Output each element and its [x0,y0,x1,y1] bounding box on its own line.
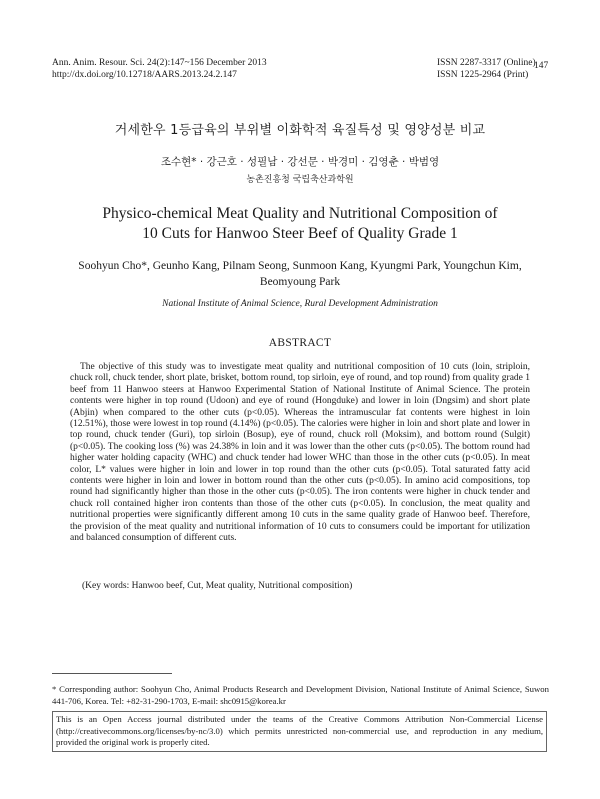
footnote-divider [52,673,172,674]
journal-citation [52,57,267,81]
corresponding-author-note: * Corresponding author: Soohyun Cho, Animal Products Research and Development Division, National Institute of Animal Science, Suwon 441-706, Korea. Tel: +82-31-290-1703, E-mail: shc0915@korea.kr [52,684,549,706]
abstract-body: The objective of this study was to investigate meat quality and nutritional composition of 10 cuts (loin, striploin, chuck roll, chuck tender, short plate, brisket, bottom round, top sirloin, eye of round, and top round) from quality grade 1 beef from 11 Hanwoo steers at Hanwoo Experimental Station of National Institute of Animal Science. The protein contents were higher in top round (Udoon) and eye of round (Hongduke) and lower in loin (Dngsim) and short plate (Abjin) when compared to the other cuts (p<0.05). Whereas the intramuscular fat contents were highest in loin (12.51%), those were lowest in top round (4.14%) (p<0.05). The calories were higher in loin and short plate and lower in top round, chuck tender (Guri), top sirloin (Bosup), eye of round, chuck roll (Moksim), and bottom round (Sulgit) (p<0.05). The cooking loss (%) was 24.38% in loin and it was lower than the other cuts (p<0.05). The bottom round had higher water holding capacity (WHC) and chuck tender had lower WHC than those in the other cuts (p<0.05). In meat color, L* values were higher in loin and lower in top round than the other cuts (p<0.05). Total saturated fatty acid contents were higher in loin and lower in bottom round than the other cuts (p<0.05). In amino acid compositions, top round had significantly higher than those in the other cuts (p<0.05). The iron contents were higher in chuck tender and chuck roll contained higher iron contents than those of the other cuts (p<0.05). In conclusion, the meat quality and nutritional properties were significantly different among 10 cuts in the same quality grade of Hanwoo beef. Therefore, the provision of the meat quality and nutritional information of 10 cuts to consumers could be important for utilization and balanced consumption of different cuts. [70,362,530,544]
issn-print: ISSN 1225-2964 (Print) [437,70,529,80]
korean-authors: 조수현* · 강근호 · 성필남 · 강선문 · 박경미 · 김영춘 · 박범영 [160,156,440,168]
license-notice-box: This is an Open Access journal distributed under the teams of the Creative Commons Attribution Non-Commercial License (http://creativecommons.org/licenses/by-nc/3.0) which permits unrestricted non-commercial use, and reproduction in any medium, provided the original work is properly cited. [52,711,547,752]
english-affiliation: National Institute of Animal Science, Rural Development Administration [162,299,438,309]
english-title [0,204,600,244]
doi-line[interactable]: http://dx.doi.org/10.12718/AARS.2013.24.2.147 [52,70,237,80]
english-authors [40,258,560,290]
english-title-line2: 10 Cuts for Hanwoo Steer Beef of Quality Grade 1 [142,225,458,242]
issn-block [437,57,536,81]
abstract-heading: ABSTRACT [268,337,332,349]
english-title-line1: Physico-chemical Meat Quality and Nutritional Composition of [102,205,498,222]
english-authors-line2: Beomyoung Park [259,276,341,288]
korean-affiliation: 농촌진흥청 국립축산과학원 [246,175,354,185]
page-number: 147 [534,61,549,71]
keywords: (Key words: Hanwoo beef, Cut, Meat quality, Nutritional composition) [82,581,353,591]
korean-title: 거세한우 1등급육의 부위별 이화학적 육질특성 및 영양성분 비교 [114,123,486,138]
english-authors-line1: Soohyun Cho*, Geunho Kang, Pilnam Seong, Sunmoon Kang, Kyungmi Park, Youngchun Kim, [78,260,522,272]
journal-line: Ann. Anim. Resour. Sci. 24(2):147~156 December 2013 [52,58,267,68]
issn-online: ISSN 2287-3317 (Online) [437,58,536,68]
